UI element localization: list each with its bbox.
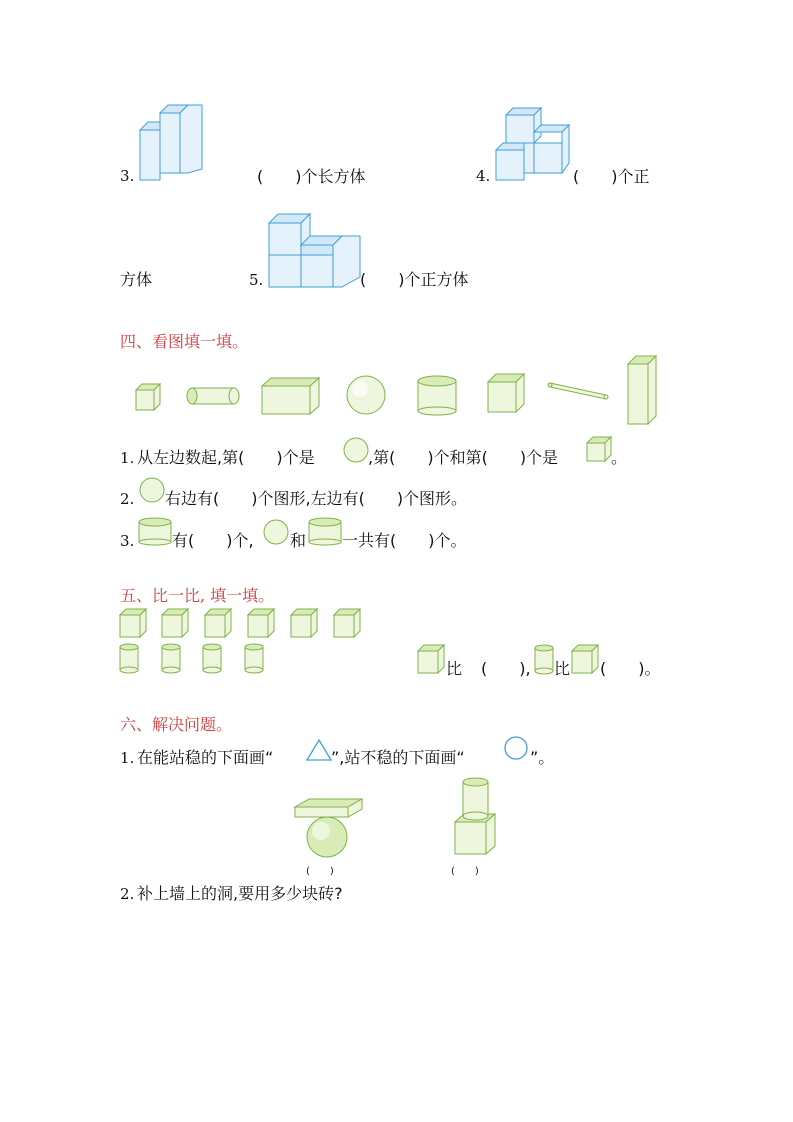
cmp1-answer: ( ), <box>481 659 531 678</box>
shapes-row <box>130 352 670 430</box>
cmp1-label: 比 <box>446 659 463 678</box>
sec4-l1-text-a: 从左边数起,第( )个是 <box>137 448 315 467</box>
cube-stack-figure-4 <box>494 103 574 183</box>
sec6-l2-text: 补上墙上的洞,要用多少块砖? <box>137 884 343 903</box>
cube-icon <box>585 435 613 463</box>
cylinder-icon <box>137 517 173 547</box>
triangle-icon <box>305 738 333 764</box>
sec4-l2-text: 右边有( )个图形,左边有( )个图形。 <box>165 489 468 508</box>
sec6-l2-number: 2. <box>120 885 135 903</box>
tall-cuboid-shape <box>628 356 656 424</box>
sphere-icon-3 <box>262 518 290 546</box>
short-cylinder-shape <box>418 376 456 415</box>
circle-icon <box>503 735 529 761</box>
section-6-heading: 六、解决问题。 <box>120 715 233 734</box>
cylinder-on-cube-figure <box>452 774 500 860</box>
cmp2-label: 比 <box>554 659 571 678</box>
q5-number: 5. <box>249 271 264 289</box>
sec4-l3-text-b: 和 <box>290 531 307 550</box>
sec4-l3-text-c: 一共有( )个。 <box>342 531 467 550</box>
sec4-l1-text-b: ,第( )个和第( )个是 <box>368 448 559 467</box>
board-on-sphere-figure <box>290 795 370 859</box>
cylinder-row <box>118 642 268 676</box>
thin-rod-shape <box>548 383 608 399</box>
sec6-l1-text-c: ”。 <box>530 748 555 767</box>
sec4-l3-text-a: 有( )个, <box>172 531 254 550</box>
sphere-shape <box>347 376 385 414</box>
sec4-l2-number: 2. <box>120 490 135 508</box>
cube-shape <box>488 374 524 412</box>
cylinder-icon-2 <box>307 517 343 547</box>
q4-answer-text: ( )个正 <box>573 167 650 186</box>
q3-answer-text: ( )个长方体 <box>257 167 366 186</box>
cmp2-answer: ( )。 <box>600 659 661 678</box>
sec4-l3-number: 3. <box>120 532 135 550</box>
q4-answer-cont: 方体 <box>120 270 153 289</box>
q3-number: 3. <box>120 167 135 185</box>
q4-number: 4. <box>476 167 491 185</box>
cube-row <box>118 606 368 640</box>
cube-icon-cmp1 <box>416 643 448 675</box>
small-cube-shape <box>136 384 160 410</box>
cuboid-shape <box>262 378 319 414</box>
sec6-l1-number: 1. <box>120 749 135 767</box>
cuboid-stack-figure <box>137 103 207 183</box>
sec6-l1-text-b: ”,站不稳的下面画“ <box>331 748 465 767</box>
cube-icon-cmp2 <box>570 643 602 675</box>
sec4-l1-number: 1. <box>120 449 135 467</box>
answer-paren-1: ( ) <box>306 866 334 877</box>
sphere-icon-2 <box>138 476 166 504</box>
answer-paren-2: ( ) <box>451 866 479 877</box>
lying-cylinder-shape <box>187 388 239 404</box>
sphere-icon <box>342 436 370 464</box>
cube-stack-figure-5 <box>267 207 367 292</box>
section-4-heading: 四、看图填一填。 <box>120 332 249 351</box>
q5-answer-text: ( )个正方体 <box>360 270 469 289</box>
sec6-l1-text-a: 在能站稳的下面画“ <box>137 748 274 767</box>
sec4-l1-text-c: 。 <box>611 448 628 467</box>
section-5-heading: 五、比一比, 填一填。 <box>120 586 275 605</box>
